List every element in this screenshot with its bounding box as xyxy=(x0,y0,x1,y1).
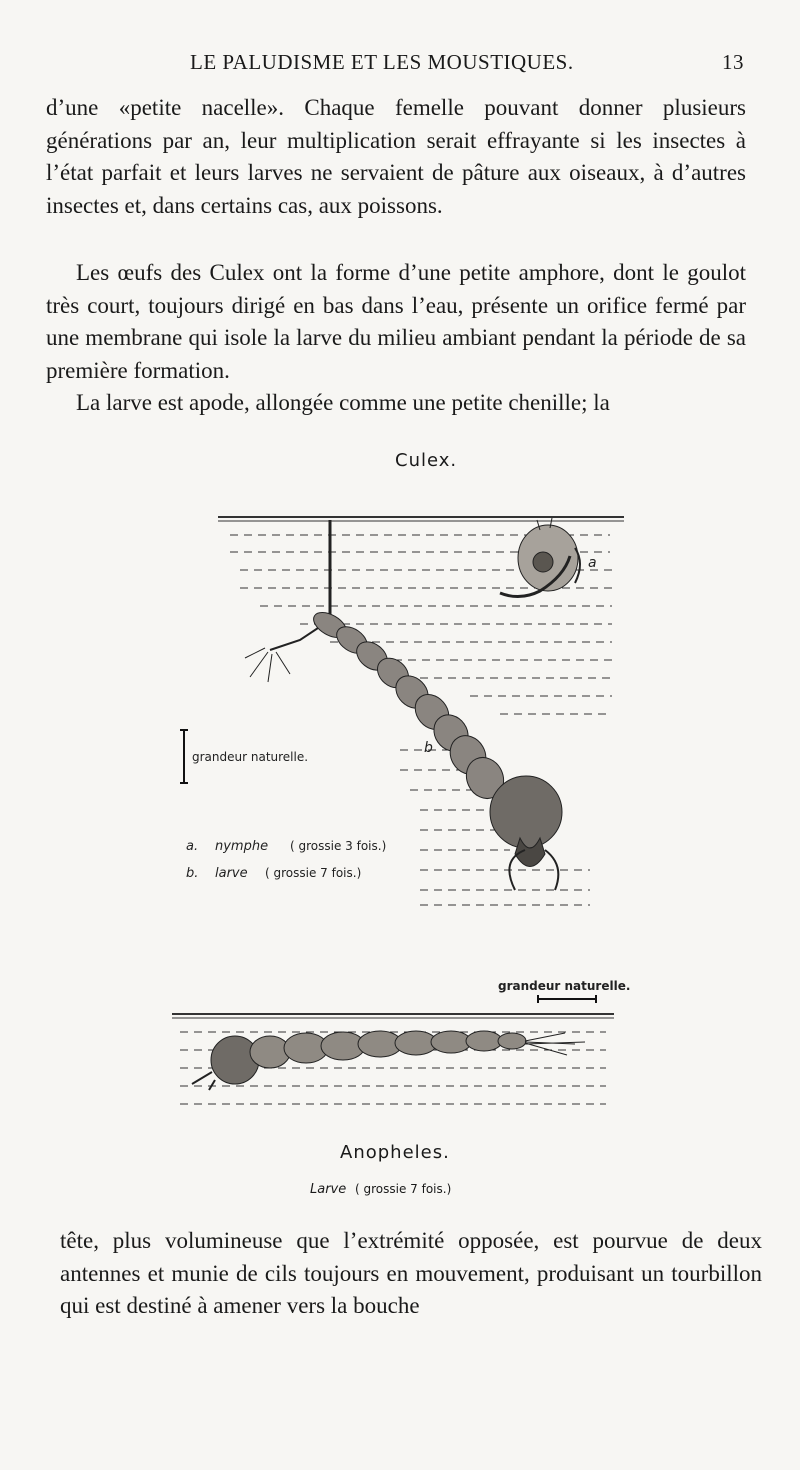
legend-a-name: nymphe xyxy=(215,839,269,854)
legend-b-detail: ( grossie 7 fois.) xyxy=(265,866,362,880)
legend-a-detail: ( grossie 3 fois.) xyxy=(290,839,387,853)
culex-scale-label: grandeur naturelle. xyxy=(192,750,309,764)
anopheles-larva-drawing xyxy=(192,1031,585,1090)
paragraph-3: La larve est apode, allongée comme une petite chenille; la xyxy=(76,390,610,415)
page-number: 13 xyxy=(722,50,744,74)
anopheles-caption-detail: ( grossie 7 fois.) xyxy=(355,1182,452,1196)
scale-bar-horizontal xyxy=(538,995,596,1003)
larva-label: b xyxy=(424,740,433,756)
paragraph-2: Les œufs des Culex ont la forme d’une petite amphore, dont le goulot très court, toujours dirigé en bas dans l’eau, présente un orifice fermé par une membrane qui isole la larve du milieu ambiant pendant la période de sa première formation. xyxy=(46,260,746,383)
pupa-label: a xyxy=(588,555,597,571)
anopheles-scale-label: grandeur naturelle. xyxy=(498,979,631,993)
culex-figure-title: Culex. xyxy=(395,450,458,471)
anopheles-caption-name: Larve xyxy=(310,1182,347,1197)
paragraph-4: tête, plus volumineuse que l’extrémité opposée, est pourvue de deux antennes et munie de cils toujours en mouvement, produisant un tourbillon qui est destiné à amener vers la bouche xyxy=(60,1228,762,1318)
legend-b-name: larve xyxy=(215,866,248,881)
paragraph-1: d’une «petite nacelle». Chaque femelle pouvant donner plusieurs générations par an, leur multiplication serait effrayante si les insectes à l’état parfait et leurs larves ne servaient de pâture aux oiseaux, à d’autres insectes et, dans certains cas, aux poissons. xyxy=(46,95,746,218)
legend-a-letter: a. xyxy=(186,839,199,854)
running-title: LE PALUDISME ET LES MOUSTIQUES. xyxy=(190,50,574,74)
anopheles-figure-title: Anopheles. xyxy=(340,1142,450,1163)
legend-b-letter: b. xyxy=(186,866,199,881)
